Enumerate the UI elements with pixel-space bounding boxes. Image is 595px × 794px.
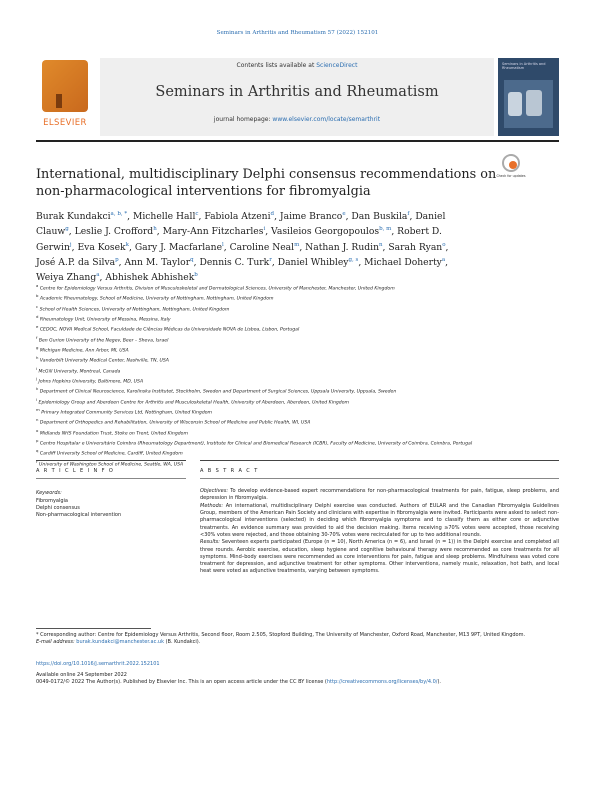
license-statement: 0049-0172/© 2022 The Author(s). Published by Elsevier Inc. This is an open access article under the CC BY license (http://creativecommons.org/licenses/by/4.0/). [36, 679, 442, 685]
author-affiliation-marker[interactable]: h [153, 226, 157, 233]
abstract-heading: A B S T R A C T [200, 468, 259, 474]
author-name[interactable]: Nathan J. Rudin$^n$ [305, 241, 383, 253]
author-affiliation-marker[interactable]: b [194, 272, 198, 279]
author-affiliation-marker[interactable]: e [342, 211, 346, 217]
keywords-label: Keywords: [36, 490, 62, 496]
homepage-link[interactable]: www.elsevier.com/locate/semarthrit [272, 116, 381, 123]
journal-citation[interactable]: Seminars in Arthritis and Rheumatism 57 (2022) 152101 [216, 30, 379, 36]
author-affiliation-marker[interactable]: m [294, 241, 300, 248]
elsevier-logo[interactable] [36, 58, 94, 136]
abstract-paragraph: Methods: An international, multidisciplinary Delphi exercise was conducted. Authors of EULAR and the Canadian Fibromyalgia Guidelines Group, members of the American Pain Society and clinicians with expertise in fibromyalgia were invited. Participants were asked to select non-pharmacological interventions (selected) in deciding which fibromyalgia symptoms and to classify them as either core or adjunctive treatments. An evidence summary was provided to aid the decision making. Items receiving ≥70% votes were accepted, those receiving <30% votes were rejected, and those obtaining 30-70% votes were recirculated for up to two additional rounds. [200, 502, 559, 538]
author-affiliation-marker[interactable]: g, s [348, 256, 359, 263]
author-affiliation-marker[interactable]: q [190, 256, 194, 263]
author-name[interactable]: Leslie J. Crofford$^h$ [74, 226, 157, 238]
abstract-body [200, 488, 559, 576]
affiliation-item: $^d$ Rheumatology Unit, University of Messina, Messina, Italy [36, 313, 171, 323]
journal-name[interactable]: Seminars in Arthritis and Rheumatism [155, 84, 439, 100]
author-name[interactable]: Daniel Whibley$^{g, s}$ [277, 256, 359, 268]
affiliation-item: $^a$ Centre for Epidemiology Versus Arthritis, Division of Musculoskeletal and Dermatological Sciences, University of Manchester, Manchester, United Kingdom [36, 283, 395, 292]
author-name[interactable]: Sarah Ryan$^o$ [388, 241, 446, 253]
affiliation-item: $^k$ Department of Clinical Neuroscience, Karolinska Institutet, Stockholm, Sweden and Department of Surgical Sciences, Uppsala University, Uppsala, Sweden [36, 386, 397, 395]
corresponding-author-footnote: * Corresponding author: Centre for Epidemiology Versus Arthritis, Second floor, Room 2.505, Stopford Building, The University of Manchester, Oxford Road, Manchester, M13 9PT, United Kingdom. E-mail address: burak.kundakci@manchester.ac.uk (B. Kundakci). [36, 632, 526, 645]
author-affiliation-marker[interactable]: o [442, 241, 446, 248]
author-name[interactable]: Daniel Clauw$^g$ [36, 211, 446, 238]
affiliation-item: $^m$ Primary Integrated Community Services Ltd, Nottingham, United Kingdom [36, 406, 213, 416]
author-affiliation-marker[interactable]: j [69, 241, 72, 248]
author-affiliation-marker[interactable]: f [407, 211, 410, 217]
author-name[interactable]: Abhishek Abhishek$^b$ [105, 272, 198, 284]
check-updates-icon [502, 154, 520, 172]
author-affiliation-marker[interactable]: r [269, 256, 272, 263]
author-affiliation-marker[interactable]: p [115, 256, 119, 263]
journal-cover-image[interactable] [498, 58, 559, 136]
affiliation-item: $^f$ Ben Gurion University of the Negev, Beer – Sheva, Israel [36, 334, 169, 344]
available-online-date: Available online 24 September 2022 [36, 672, 127, 678]
journal-header [36, 58, 559, 136]
author-name[interactable]: Dennis C. Turk$^r$ [199, 256, 272, 268]
author-name[interactable]: Michelle Hall$^c$ [132, 211, 199, 223]
author-affiliation-marker[interactable]: a [96, 272, 100, 279]
author-name[interactable]: Burak Kundakci$^{a, b, *}$ [36, 211, 128, 223]
affiliation-item: $^q$ Cardiff University School of Medicine, Cardiff, United Kingdom [36, 448, 183, 457]
author-affiliation-marker[interactable]: l [222, 241, 224, 248]
author-name[interactable]: Caroline Neal$^m$ [229, 241, 300, 253]
affiliation-item: $^n$ Department of Orthopedics and Rehabilitation, University of Wisconsin School of Medicine and Public Health, WI, USA [36, 417, 311, 426]
affiliation-item: $^i$ McGill University, Montreal, Canada [36, 365, 121, 375]
check-updates-label: Check for updates [496, 174, 526, 178]
tree-icon [42, 60, 88, 112]
affiliation-item: $^r$ University of Washington School of Medicine, Seattle, WA, USA [36, 458, 184, 468]
author-affiliation-marker[interactable]: i [263, 226, 266, 233]
elsevier-logo-text: ELSEVIER [43, 118, 87, 128]
keyword: Non-pharmacological intervention [36, 512, 122, 518]
author-name[interactable]: Dan Buskila$^f$ [351, 211, 410, 223]
author-name[interactable]: Eva Kosek$^k$ [77, 241, 129, 253]
affiliation-item: $^p$ Centro Hospitalar e Universitário Coimbra (Rheumatology Department), Institute for Clinical and Biomedical Research (ICBR), Faculty of Medicine, University of Coimbra, Coimbra, Portugal [36, 437, 473, 447]
author-affiliation-marker[interactable]: b, m [379, 226, 392, 233]
abstract-paragraph: Objectives: To develop evidence-based expert recommendations for non-pharmacological treatments for pain, fatigue, sleep problems, and depression in fibromyalgia. [200, 488, 559, 502]
author-name[interactable]: Ann M. Taylor$^q$ [124, 256, 194, 268]
author-affiliation-marker[interactable]: a, b, * [110, 211, 128, 217]
article-info-divider [36, 460, 186, 461]
affiliation-item: $^c$ School of Health Sciences, University of Nottingham, Nottingham, United Kingdom [36, 303, 230, 313]
author-affiliation-marker[interactable]: d [270, 211, 275, 217]
abstract-paragraph: Results: Seventeen experts participated (Europe (n = 10), North America (n = 6), and Israel (n = 1)) in the Delphi exercise and completed all three rounds. Aerobic exercise, education, sleep hygiene and cognitive behavioural therapy were recommended as core treatments for all symptoms. Mind–body exercises were recommended as core interventions for pain, fatigue and sleep problems. Mindfulness was voted core treatment for depression, and adjunctive treatment for other symptoms. Other interventions, namely music, relaxation, hot bath, and local heat were voted as adjunctive treatments, varying between symptoms. [200, 539, 559, 575]
author-name[interactable]: Michael Doherty$^a$ [364, 256, 446, 268]
author-email-link[interactable]: burak.kundakci@manchester.ac.uk [76, 639, 164, 645]
author-name[interactable]: Fabiola Atzeni$^d$ [204, 211, 275, 223]
homepage-line: journal homepage: www.elsevier.com/locate/semarthrit [213, 116, 381, 123]
check-for-updates-badge[interactable] [496, 154, 526, 184]
abstract-divider [200, 460, 559, 461]
author-name[interactable]: Mary-Ann Fitzcharles$^i$ [162, 226, 266, 238]
author-name[interactable]: Gary J. Macfarlane$^l$ [134, 241, 224, 253]
keyword: Fibromyalgia [36, 498, 68, 504]
affiliation-item: $^b$ Academic Rheumatology, School of Medicine, University of Nottingham, Nottingham, United Kingdom [36, 293, 274, 302]
affiliation-item: $^h$ Vanderbilt University Medical Center, Nashville, TN, USA [36, 355, 169, 364]
affiliation-item: $^j$ Johns Hopkins University, Baltimore, MD, USA [36, 375, 144, 385]
author-name[interactable]: Jaime Branco$^e$ [279, 211, 346, 223]
affiliation-item: $^e$ CEDOC, NOVA Medical School, Faculdade de Ciências Médicas da Universidade NOVA de Lisboa, Lisbon, Portugal [36, 324, 300, 333]
sciencedirect-link[interactable]: ScienceDirect [316, 62, 358, 69]
author-name[interactable]: José A.P. da Silva$^p$ [36, 256, 119, 268]
article-info-heading: A R T I C L E I N F O [36, 468, 115, 474]
contents-line: Contents lists available at ScienceDirect [236, 62, 358, 69]
affiliation-item: $^l$ Epidemiology Group and Aberdeen Centre for Arthritis and Musculoskeletal Health, University of Aberdeen, Aberdeen, United Kingdom [36, 396, 350, 406]
author-affiliation-marker[interactable]: c [195, 211, 199, 217]
cover-title: Seminars in Arthritis and Rheumatism [502, 62, 546, 70]
author-affiliation-marker[interactable]: k [125, 241, 129, 248]
author-list: Burak Kundakci$^{a, b, *}$, Michelle Hall$^c$, Fabiola Atzeni$^d$, Jaime Branco$^e$, Dan Buskila$^f$, Daniel Clauw$^g$, Leslie J. Crofford$^h$, Mary-Ann Fitzcharles$^i$, Vasileios Georgopoulos$^{b, m}$, Robert D. Gerwin$^j$, Eva Kosek$^k$, Gary J. Macfarlane$^l$, Caroline Neal$^m$, Nathan J. Rudin$^n$, Sarah Ryan$^o$, José A.P. da Silva$^p$, Ann M. Taylor$^q$, Dennis C. Turk$^r$, Daniel Whibley$^{g, s}$, Michael Doherty$^a$, Weiya Zhang$^a$, Abhishek Abhishek$^b$ [36, 211, 449, 284]
footnote-divider [36, 628, 151, 629]
author-affiliation-marker[interactable]: n [379, 241, 383, 248]
article-title: International, multidisciplinary Delphi consensus recommendations on non-pharmacological interventions for fibromyalgia [36, 167, 497, 199]
affiliation-item: $^o$ Midlands NHS Foundation Trust, Stoke on Trent, United Kingdom [36, 427, 188, 437]
author-name[interactable]: Weiya Zhang$^a$ [36, 272, 100, 284]
author-affiliation-marker[interactable]: g [65, 226, 69, 233]
affiliations-list [36, 283, 559, 469]
author-affiliation-marker[interactable]: a [441, 256, 446, 263]
journal-banner [100, 58, 494, 136]
affiliation-item: $^g$ Michigan Medicine, Ann Arbor, MI, USA [36, 344, 129, 354]
doi-link[interactable]: https://doi.org/10.1016/j.semarthrit.2022.152101 [36, 661, 160, 667]
author-name[interactable]: Robert D. Gerwin$^j$ [36, 226, 442, 253]
header-divider [36, 140, 559, 142]
license-link[interactable]: http://creativecommons.org/licenses/by/4.0/ [326, 679, 438, 685]
author-name[interactable]: Vasileios Georgopoulos$^{b, m}$ [271, 226, 392, 238]
keyword: Delphi consensus [36, 505, 80, 511]
